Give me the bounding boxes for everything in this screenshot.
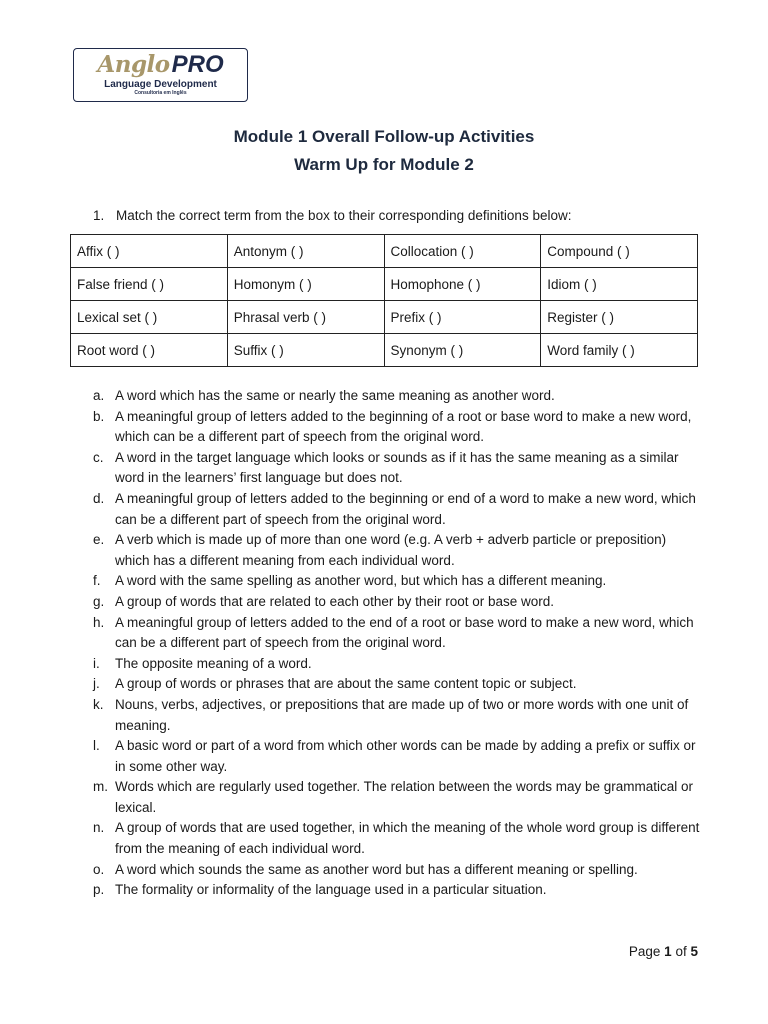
definition-item <box>93 386 703 407</box>
definition-item <box>93 407 703 448</box>
question-1 <box>93 208 571 223</box>
definition-letter: j. <box>93 676 100 692</box>
definition-letter: p. <box>93 882 105 898</box>
definition-text: A word which sounds the same as another word but has a different meaning or spelling. <box>115 861 638 877</box>
document-title: Module 1 Overall Follow-up Activities <box>233 127 535 146</box>
logo-brand <box>74 52 247 78</box>
definition-text: A meaningful group of letters added to the beginning of a root or base word to make a new word, which can be a different part of speech from the original word. <box>115 408 692 445</box>
definition-letter: g. <box>93 593 105 609</box>
definition-item <box>93 860 703 881</box>
definition-text: A word which has the same or nearly the same meaning as another word. <box>115 388 555 403</box>
term-cell: Homophone ( ) <box>384 268 541 301</box>
definition-item <box>93 613 703 654</box>
terms-box <box>70 234 698 367</box>
logo-anglo-text: Anglo <box>97 51 170 78</box>
definition-letter: c. <box>93 449 104 465</box>
definition-letter: b. <box>93 408 105 424</box>
page-label: Page <box>628 944 661 959</box>
definition-item <box>93 777 703 818</box>
term-cell: Phrasal verb ( ) <box>227 301 384 334</box>
definition-text: A meaningful group of letters added to the beginning or end of a word to make a new word, which can be a different part of speech from the original word. <box>115 490 696 527</box>
definition-letter: l. <box>93 738 100 754</box>
definition-text: A word in the target language which looks or sounds as if it has the same meaning as a similar word in the learners’ first language but does not. <box>115 449 679 486</box>
definition-letter: d. <box>93 490 105 506</box>
term-cell: Synonym ( ) <box>384 334 541 367</box>
definition-text: Words which are regularly used together. The relation between the words may be grammatical or lexical. <box>115 779 694 815</box>
logo-pro-text: PRO <box>171 51 224 78</box>
definition-item <box>93 880 703 901</box>
definition-item <box>93 571 703 592</box>
definition-item <box>93 818 703 859</box>
definition-letter: k. <box>93 696 104 712</box>
definition-text: A word with the same spelling as another word, but which has a different meaning. <box>115 573 607 589</box>
page-current: 1 <box>664 944 672 959</box>
logo-subtitle: Language Development <box>104 79 217 90</box>
term-cell: Homonym ( ) <box>227 268 384 301</box>
term-cell: Word family ( ) <box>541 334 698 367</box>
definition-item <box>93 530 703 571</box>
definition-letter: n. <box>93 820 105 836</box>
terms-row <box>71 268 698 301</box>
definition-letter: i. <box>93 655 100 671</box>
term-cell: Collocation ( ) <box>384 235 541 268</box>
definition-text: A group of words or phrases that are about the same content topic or subject. <box>115 676 577 692</box>
question-text: Match the correct term from the box to their corresponding definitions below: <box>116 208 572 223</box>
definition-text: Nouns, verbs, adjectives, or prepositions that are made up of two or more words with one unit of meaning. <box>115 696 689 733</box>
page-total: 5 <box>690 944 698 959</box>
definition-letter: h. <box>93 614 105 630</box>
definition-item <box>93 592 703 613</box>
definition-text: A verb which is made up of more than one word (e.g. A verb + adverb particle or preposition) which has a different meaning from each individual word. <box>115 532 667 568</box>
definition-letter: m. <box>93 779 108 795</box>
definition-item <box>93 448 703 489</box>
term-cell: Suffix ( ) <box>227 334 384 367</box>
definition-item <box>93 654 703 675</box>
definition-text: A meaningful group of letters added to the end of a root or base word to make a new word, which can be a different part of speech from the original word. <box>115 614 694 651</box>
definition-text: A group of words that are related to each other by their root or base word. <box>115 593 555 609</box>
term-cell: Register ( ) <box>541 301 698 334</box>
definition-item <box>93 489 703 530</box>
term-cell: Compound ( ) <box>541 235 698 268</box>
terms-row <box>71 334 698 367</box>
terms-row <box>71 235 698 268</box>
definition-item <box>93 695 703 736</box>
document-subtitle: Warm Up for Module 2 <box>294 155 474 174</box>
terms-row <box>71 301 698 334</box>
definition-letter: f. <box>93 573 101 589</box>
logo-tagline: Consultoria em Inglês <box>134 90 187 96</box>
definitions-list <box>93 386 703 901</box>
definition-letter: a. <box>93 388 105 403</box>
definition-letter: o. <box>93 861 105 877</box>
term-cell: Root word ( ) <box>71 334 228 367</box>
term-cell: Affix ( ) <box>71 235 228 268</box>
term-cell: Prefix ( ) <box>384 301 541 334</box>
definition-text: The opposite meaning of a word. <box>115 655 312 671</box>
term-cell: Antonym ( ) <box>227 235 384 268</box>
page-of: of <box>675 944 687 959</box>
definition-text: The formality or informality of the language used in a particular situation. <box>115 882 547 898</box>
definition-text: A basic word or part of a word from which other words can be made by adding a prefix or suffix or in some other way. <box>115 738 696 774</box>
definition-letter: e. <box>93 532 105 548</box>
definition-item <box>93 736 703 777</box>
question-number: 1. <box>93 208 105 223</box>
term-cell: Idiom ( ) <box>541 268 698 301</box>
definition-item <box>93 674 703 695</box>
definition-text: A group of words that are used together, in which the meaning of the whole word group is different from the meaning of each individual word. <box>115 820 700 857</box>
company-logo <box>73 48 248 102</box>
term-cell: False friend ( ) <box>71 268 228 301</box>
page-indicator <box>629 944 698 959</box>
term-cell: Lexical set ( ) <box>71 301 228 334</box>
